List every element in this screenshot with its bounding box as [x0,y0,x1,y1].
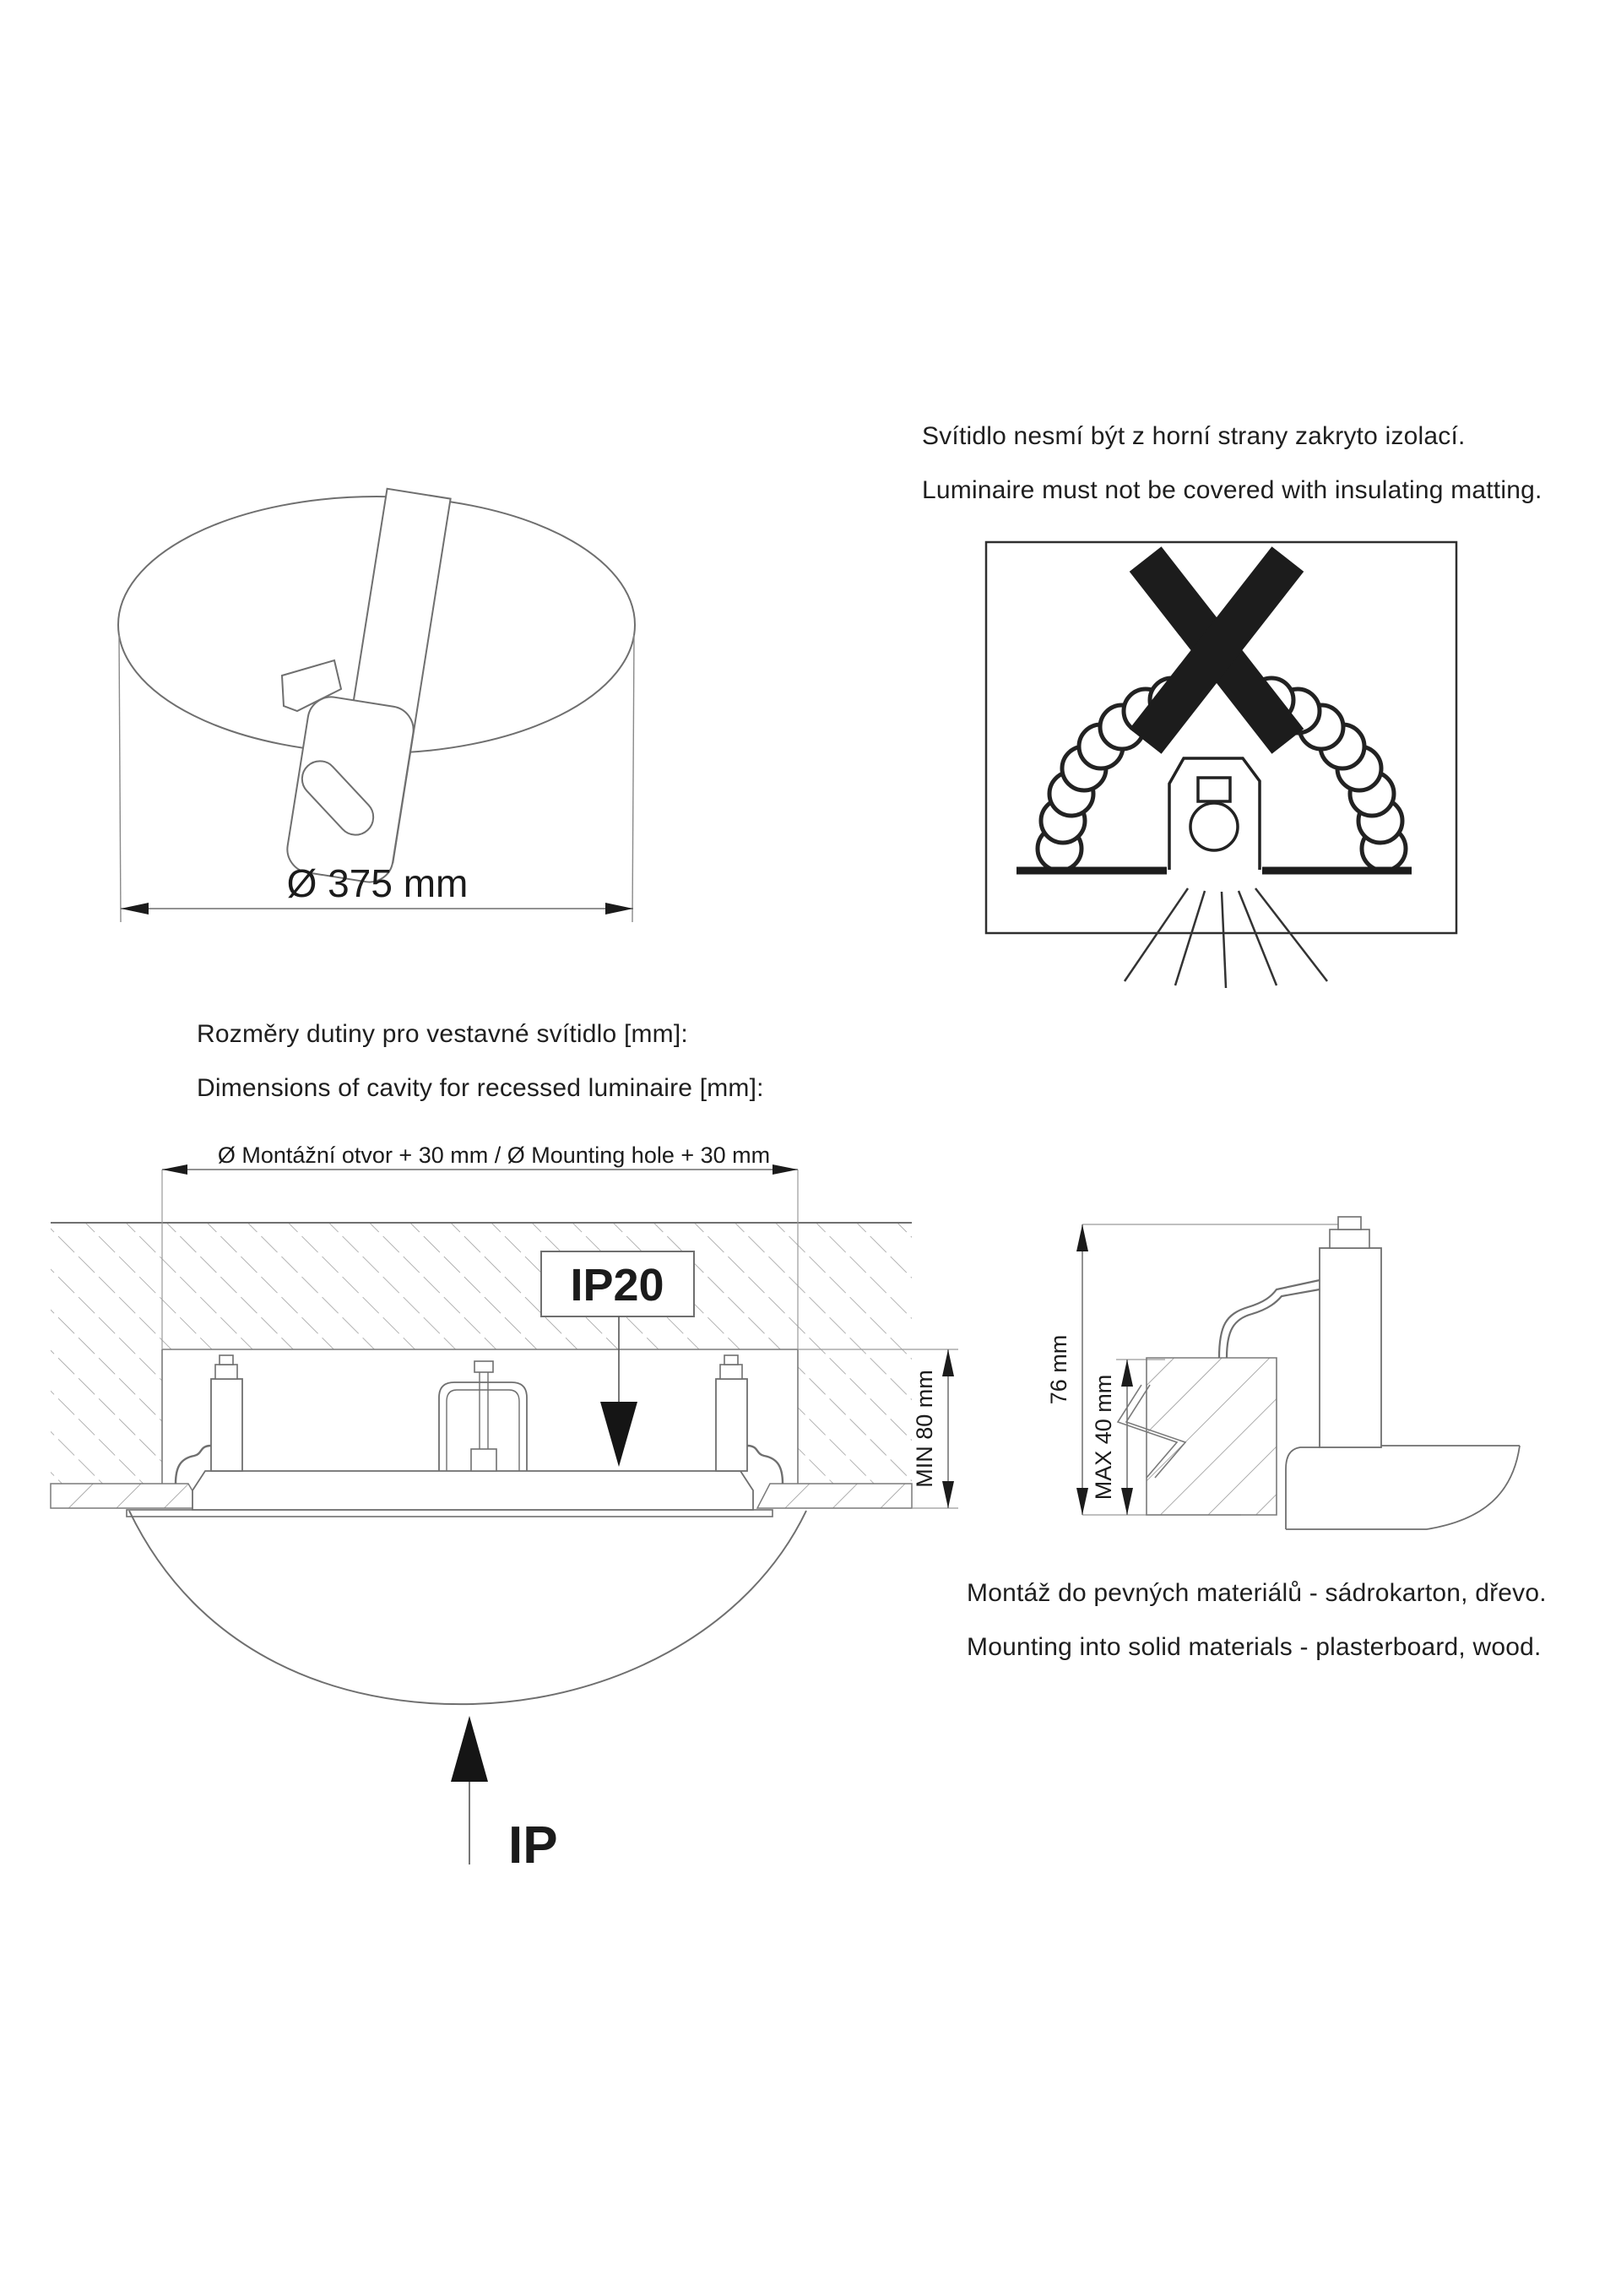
figure-insulation-warning [986,542,1456,988]
mounting-note-cs: Montáž do pevných materiálů - sádrokarton, dřevo. [967,1579,1547,1607]
mounting-strap [282,489,451,886]
standoff-post-right [716,1379,747,1471]
screw-right-icon [724,1355,738,1365]
ceiling-board-right [757,1484,912,1508]
extension-line-left [119,635,121,922]
arrowhead-left [162,1164,187,1175]
mounting-note-en: Mounting into solid materials - plasterboard, wood. [967,1633,1542,1661]
extension-line-right [632,635,634,922]
spring-clip-right [747,1446,783,1484]
arrowhead-left [121,903,149,915]
detail-luminaire-body [1286,1446,1520,1529]
lamp-neck [1198,778,1230,801]
arrowhead-down [942,1481,954,1508]
arrowhead-down [1076,1488,1088,1515]
insulation-note-en: Luminaire must not be covered with insulating matting. [922,476,1542,504]
detail-spring-clip [1219,1280,1320,1358]
arrowhead-up [1076,1224,1088,1251]
cavity-heading-en: Dimensions of cavity for recessed luminaire [mm]: [197,1074,764,1102]
ceiling-material-hatch [51,1223,912,1484]
ip-callout [451,1716,558,1875]
figure-luminaire-top-view [118,489,635,922]
insulation-note-cs: Svítidlo nesmí být z horní strany zakryto izolací. [922,422,1466,450]
height-label: 76 mm [1046,1334,1071,1405]
arrowhead-up [1121,1360,1133,1387]
arrowhead-up [942,1349,954,1376]
diameter-label: Ø 375 mm [286,861,469,905]
ip-label: IP [508,1816,558,1875]
arrowhead-right [605,903,633,915]
ceiling-board-left [51,1484,203,1508]
arrowhead-down [1121,1488,1133,1515]
material-block [1118,1358,1277,1515]
warning-box-border [986,542,1456,933]
ip20-label: IP20 [570,1260,664,1311]
recessed-luminaire [127,1355,806,1704]
arrowhead-right [773,1164,798,1175]
diameter-dimension [121,861,633,915]
bracket-bolt-head [474,1361,493,1372]
trim-ring [127,1510,773,1517]
ip20-callout [541,1251,694,1467]
min-depth-label: MIN 80 mm [912,1370,937,1488]
bracket-bolt-foot [471,1449,496,1471]
cavity-heading-cs: Rozměry dutiny pro vestavné svítidlo [mm]: [197,1020,688,1048]
ip20-arrow-icon [600,1402,637,1467]
lamp-bulb [1190,803,1238,850]
ip-arrow-icon [451,1716,488,1782]
base-plate [192,1471,753,1510]
standoff-post-left [211,1379,242,1471]
detail-screw-icon [1338,1217,1361,1229]
body-right-edge [1427,1446,1520,1529]
mounting-hole-label: Ø Montážní otvor + 30 mm / Ø Mounting hole + 30 mm [217,1143,771,1168]
detail-standoff-post [1320,1217,1381,1447]
screw-left-icon [220,1355,233,1365]
diffuser-dome [129,1511,806,1704]
max-thickness-label: MAX 40 mm [1091,1374,1116,1501]
figure-cross-section [51,1143,958,1875]
figure-side-detail [1046,1217,1520,1529]
